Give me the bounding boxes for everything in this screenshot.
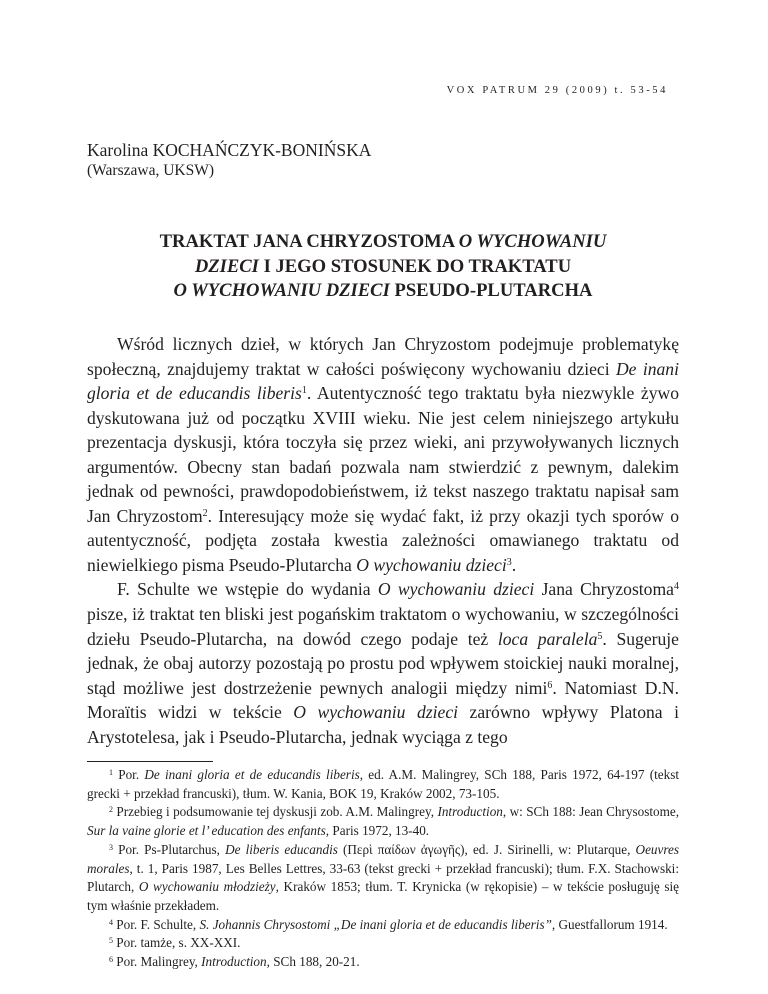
footnote-number: 4 [109, 917, 113, 927]
latin-term: loca paralela [497, 628, 598, 649]
work-title: De inani gloria et de educandis liberis [87, 358, 679, 404]
title-line-1 [100, 230, 666, 255]
author-affiliation: (Warszawa, UKSW) [87, 162, 215, 179]
title-line-3 [100, 279, 666, 304]
footnote-6: $^6$ Por. Malingrey, Introduction, SCh 188, 20-21. [109, 954, 360, 970]
footnote-3: $^3$ Por. Ps-Plutarchus, De liberis educandis (Περὶ παίδων ἀγωγῆς), ed. J. Sirinelli, w: Plutarque, Oeuvres morales, t. 1, Paris 1987, Les Belles Lettres, 33-63 (tekst grecki + przekład francuski); tłum. F.X. Stachowski: Plutarch, O wychowaniu młodzieży, Kraków 1853; tłum. T. Krynicka (w rękopisie) – w tekście posługuję się tym właśnie przekładem. [87, 841, 679, 913]
footnote-ref: 4 [673, 581, 679, 593]
footnote-ref: 3 [506, 556, 512, 568]
footnote-1: $^1$ Por. De inani gloria et de educandis liberis, ed. A.M. Malingrey, SCh 188, Paris 1972, 64-197 (tekst grecki + przekład francuski), tłum. W. Kania, BOK 19, Kraków 2002, 73-105. [87, 767, 679, 801]
footnote-4: $^4$ Por. F. Schulte, S. Johannis Chrysostomi „De inani gloria et de educandis liberis”, Guestfallorum 1914. [109, 916, 668, 932]
footnote-2: $^2$ Przebieg i podsumowanie tej dyskusji zob. A.M. Malingrey, Introduction, w: SCh 188: Jean Chrysostome, Sur la vaine glorie et l’ education des enfants, Paris 1972, 13-40. [87, 804, 679, 839]
title-text: TRAKTAT JANA CHRYZOSTOMA [159, 231, 459, 252]
body-paragraph-2: F. Schulte we wstępie do wydania O wychowaniu dzieci Jana Chryzostoma$^4$ pisze, iż traktat ten bliski jest pogańskim traktatom o wychowaniu, w szczególności dziełu Pseudo-Plutarcha, na dowód czego podaje też loca paralela$^5$. Sugeruje jednak, że obaj autorzy pozostają po prostu pod wpływem stoickiej nauki moralnej, stąd możliwe jest dostrzeżenie pewnych analogii między nimi$^6$. Natomiast D.N. Moraïtis widzi w tekście O wychowaniu dzieci zarówno wpływy Platona i Arystotelesa, jak i Pseudo-Plutarcha, jednak wyciąga z tego [87, 579, 679, 747]
footnote-number: 1 [109, 768, 113, 777]
footnote-ref: 1 [301, 385, 307, 397]
work-title: O wychowaniu dzieci [356, 554, 507, 575]
work-title: O wychowaniu dzieci [293, 702, 459, 723]
footnote-number: 6 [109, 955, 113, 965]
title-text: PSEUDO-PLUTARCHA [389, 280, 593, 301]
footnote-ref: 2 [202, 507, 208, 519]
footnote-separator [87, 761, 213, 762]
footnote-number: 5 [109, 936, 113, 946]
body-paragraph-1: Wśród licznych dzieł, w których Jan Chryzostom podejmuje problematykę społeczną, znajdujemy traktat w całości poświęcony wychowaniu dzieci De inani gloria et de educandis liberis$^1$. Autentyczność tego traktatu była niezwykle żywo dyskutowana już od początku XVIII wieku. Nie jest celem niniejszego artykułu prezentacja dyskusji, która toczyła się przez wieki, ani przywoływanych licznych argumentów. Obecny stan badań pozwala nam stwierdzić z pewnym, dalekim jednak od pewności, prawdopodobieństwem, iż tekst naszego traktatu napisał sam Jan Chryzostom$^2$. Interesujący może się wydać fakt, iż przy okazji tych sporów o autentyczność, podjęta została kwestia zależności omawianego traktatu od niewielkiego pisma Pseudo-Plutarcha O wychowaniu dzieci$^3$. [87, 334, 679, 575]
footnote-number: 3 [109, 842, 113, 852]
title-italic-text: O WYCHOWANIU DZIECI [173, 280, 390, 301]
title-line-2 [100, 255, 666, 280]
author-name: Karolina KOCHAŃCZYK-BONIŃSKA [87, 140, 372, 160]
footnotes [87, 766, 679, 972]
article-body [87, 332, 679, 749]
work-title: O wychowaniu dzieci [377, 579, 535, 600]
footnote-ref: 6 [547, 679, 553, 691]
article-title [100, 230, 666, 304]
title-text: I JEGO STOSUNEK DO TRAKTATU [258, 255, 572, 277]
footnote-ref: 5 [597, 630, 603, 642]
title-italic-text: O WYCHOWANIU [458, 231, 607, 252]
footnote-5: $^5$ Por. tamże, s. XX-XXI. [109, 935, 241, 951]
journal-running-header: VOX PATRUM 29 (2009) t. 53-54 [446, 85, 668, 96]
footnote-number: 2 [109, 805, 113, 815]
title-italic-text: DZIECI [194, 255, 259, 277]
